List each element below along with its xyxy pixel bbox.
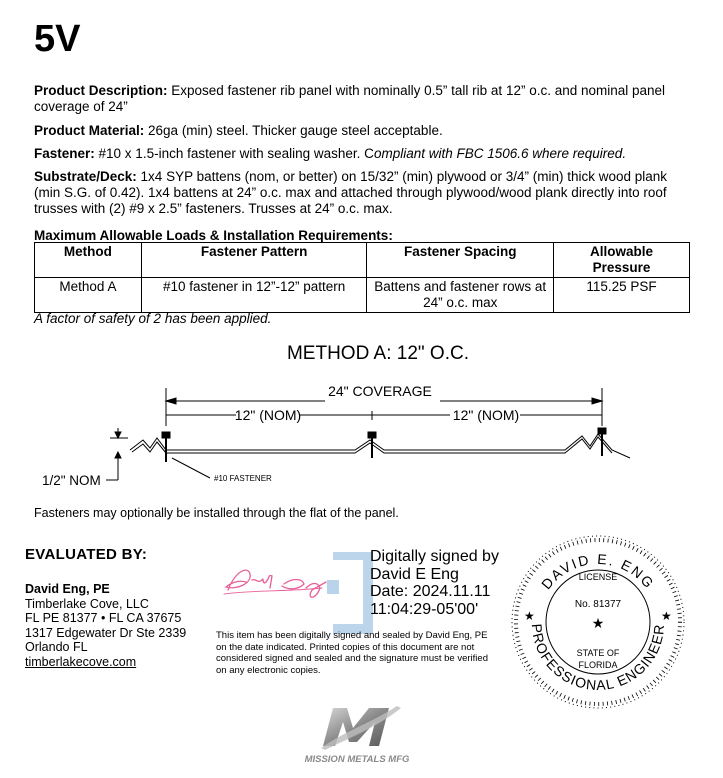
handwritten-signature bbox=[222, 560, 332, 604]
substrate-spec bbox=[34, 169, 684, 217]
product-title: 5V bbox=[34, 18, 81, 60]
cell-allowable-pressure: 115.25 PSF bbox=[554, 278, 690, 313]
digital-signature-line4: 11:04:29-05'00' bbox=[370, 600, 479, 618]
header-fastener-pattern: Fastener Pattern bbox=[141, 243, 367, 278]
header-fastener-spacing: Fastener Spacing bbox=[367, 243, 554, 278]
fastener-callout bbox=[172, 458, 272, 483]
material-text: 26ga (min) steel. Thicker gauge steel acceptable. bbox=[144, 123, 443, 138]
product-material bbox=[34, 123, 684, 139]
table-row bbox=[35, 278, 690, 313]
seal-license-number: No. 81377 bbox=[574, 599, 622, 610]
cell-method: Method A bbox=[35, 278, 142, 313]
rib-height-label: 1/2" NOM bbox=[42, 473, 101, 488]
fastener-label: Fastener: bbox=[34, 146, 95, 161]
evaluator-city: Orlando FL bbox=[25, 640, 88, 654]
engineer-seal bbox=[508, 532, 688, 712]
seal-state-line2: FLORIDA bbox=[578, 660, 618, 670]
substrate-label: Substrate/Deck: bbox=[34, 169, 137, 184]
evaluator-address: 1317 Edgewater Dr Ste 2339 bbox=[25, 625, 187, 640]
table-header-row bbox=[35, 243, 690, 278]
evaluator-contact bbox=[25, 582, 186, 669]
diagram-title: METHOD A: 12" O.C. bbox=[286, 343, 469, 364]
digital-signature-line3: Date: 2024.11.11 bbox=[370, 583, 491, 600]
loads-table-title: Maximum Allowable Loads & Installation Requirements: bbox=[34, 228, 393, 243]
span-right-label: 12" (NOM) bbox=[452, 407, 520, 423]
loads-table bbox=[34, 242, 690, 313]
span-left-label: 12" (NOM) bbox=[234, 407, 302, 423]
safety-factor-note: A factor of safety of 2 has been applied. bbox=[34, 311, 272, 326]
mission-metals-logo bbox=[293, 702, 423, 766]
digital-signature-line1: Digitally signed by bbox=[370, 548, 499, 565]
fastener-spec bbox=[34, 146, 684, 162]
seal-license-label: LICENSE bbox=[578, 572, 618, 582]
panel-sheet bbox=[130, 434, 630, 458]
span-dimensions bbox=[166, 407, 602, 423]
seal-center-star-icon: ★ bbox=[591, 615, 605, 631]
seal-bottom-text: PROFESSIONAL ENGINEER bbox=[528, 623, 668, 694]
description-label: Product Description: bbox=[34, 83, 168, 98]
product-description bbox=[34, 83, 684, 115]
coverage-dimension bbox=[166, 383, 602, 426]
evaluator-licenses: FL PE 81377 • FL CA 37675 bbox=[25, 611, 182, 625]
seal-star-right-icon: ★ bbox=[661, 609, 672, 623]
evaluator-website-link[interactable]: timberlakecove.com bbox=[25, 654, 137, 669]
fastener-icon bbox=[162, 428, 606, 462]
fastener-compliance: ompliant with FBC 1506.6 where required. bbox=[373, 146, 627, 161]
cell-fastener-spacing: Battens and fastener rows at 24” o.c. max bbox=[367, 278, 554, 313]
flat-install-note: Fasteners may optionally be installed through the flat of the panel. bbox=[34, 506, 399, 520]
rib-height-dimension bbox=[42, 428, 128, 488]
panel-profile-diagram bbox=[0, 370, 723, 500]
seal-top-text: DAVID E. ENG bbox=[537, 550, 658, 593]
description-text: Exposed fastener rib panel with nominally 0.5” tall rib at 12” o.c. and nominal panel coverage of 24” bbox=[34, 83, 666, 114]
signature-disclaimer: This item has been digitally signed and sealed by David Eng, PE on the date indicated. Printed copies of this document are not considered signed and sealed and the signature must be verified on any electronic copies. bbox=[216, 630, 488, 676]
digital-signature-bracket bbox=[333, 552, 373, 634]
digital-signature-line2: David E Eng bbox=[370, 565, 459, 583]
seal-state-line1: STATE OF bbox=[576, 648, 620, 658]
coverage-label: 24" COVERAGE bbox=[328, 383, 432, 399]
header-method: Method bbox=[35, 243, 142, 278]
fastener-text: #10 x 1.5-inch fastener with sealing washer. C bbox=[94, 146, 374, 161]
fastener-callout-label: #10 FASTENER bbox=[214, 474, 272, 483]
digital-signature-text bbox=[370, 548, 499, 618]
substrate-text: 1x4 SYP battens (nom, or better) on 15/32” (min) plywood or 3/4” (min) thick wood plank (min S.G. of 0.42). 1x4 battens at 24” o.c. max and attached through plywood/wood plank directly into roof trusses with (2) #9 x 2.5” fasteners. Trusses at 24” o.c. max. bbox=[34, 169, 668, 216]
logo-wordmark: MISSION METALS MFG bbox=[304, 754, 410, 765]
header-allowable-pressure: Allowable Pressure bbox=[554, 243, 690, 278]
material-label: Product Material: bbox=[34, 123, 145, 138]
cell-fastener-pattern: #10 fastener in 12”-12” pattern bbox=[141, 278, 367, 313]
evaluator-company: Timberlake Cove, LLC bbox=[25, 596, 149, 611]
seal-star-left-icon: ★ bbox=[524, 609, 535, 623]
evaluator-name: David Eng, PE bbox=[25, 582, 110, 596]
evaluated-by-heading: EVALUATED BY: bbox=[25, 546, 148, 563]
